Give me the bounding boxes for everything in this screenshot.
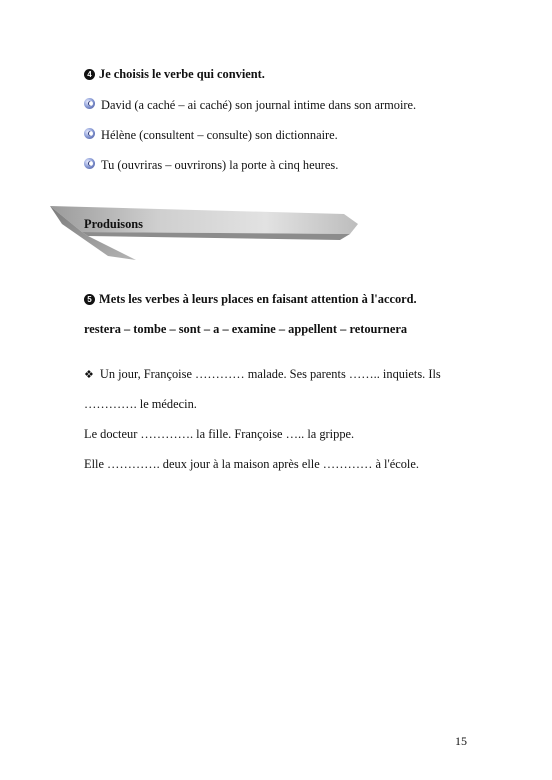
- bullet-icon: [84, 128, 95, 139]
- exercise-4-item-text: Tu (ouvriras – ouvrirons) la porte à cinq heures.: [101, 158, 339, 172]
- exercise-5-number-badge: 5: [84, 294, 95, 305]
- exercise-5-heading: [84, 291, 417, 307]
- exercise-5-line: [84, 366, 441, 383]
- word-bank: restera – tombe – sont – a – examine – appellent – retournera: [84, 322, 408, 336]
- exercise-5-line: Elle …………. deux jour à la maison après elle ………… à l'école.: [84, 457, 419, 471]
- exercise-5-line: …………. le médecin.: [84, 397, 197, 411]
- page-number: 15: [455, 734, 467, 748]
- exercise-4-heading: [84, 66, 265, 82]
- exercise-4-item: [84, 97, 416, 113]
- exercise-4-item: [84, 127, 338, 143]
- exercise-4-number-badge: 4: [84, 69, 95, 80]
- section-title: Produisons: [84, 217, 143, 231]
- exercise-5-line: Le docteur …………. la fille. Françoise ….. la grippe.: [84, 427, 355, 441]
- exercise-5-title: Mets les verbes à leurs places en faisant attention à l'accord.: [99, 292, 417, 306]
- exercise-4-title: Je choisis le verbe qui convient.: [99, 67, 265, 81]
- bullet-icon: [84, 158, 95, 169]
- bullet-icon: [84, 98, 95, 109]
- four-diamond-bullet-icon: ❖: [84, 368, 94, 381]
- exercise-5-line-text: Un jour, Françoise ………… malade. Ses parents …….. inquiets. Ils: [99, 367, 441, 381]
- exercise-4-item-text: David (a caché – ai caché) son journal intime dans son armoire.: [101, 98, 417, 112]
- exercise-4-item-text: Hélène (consultent – consulte) son dictionnaire.: [101, 128, 338, 142]
- exercise-4-item: [84, 157, 338, 173]
